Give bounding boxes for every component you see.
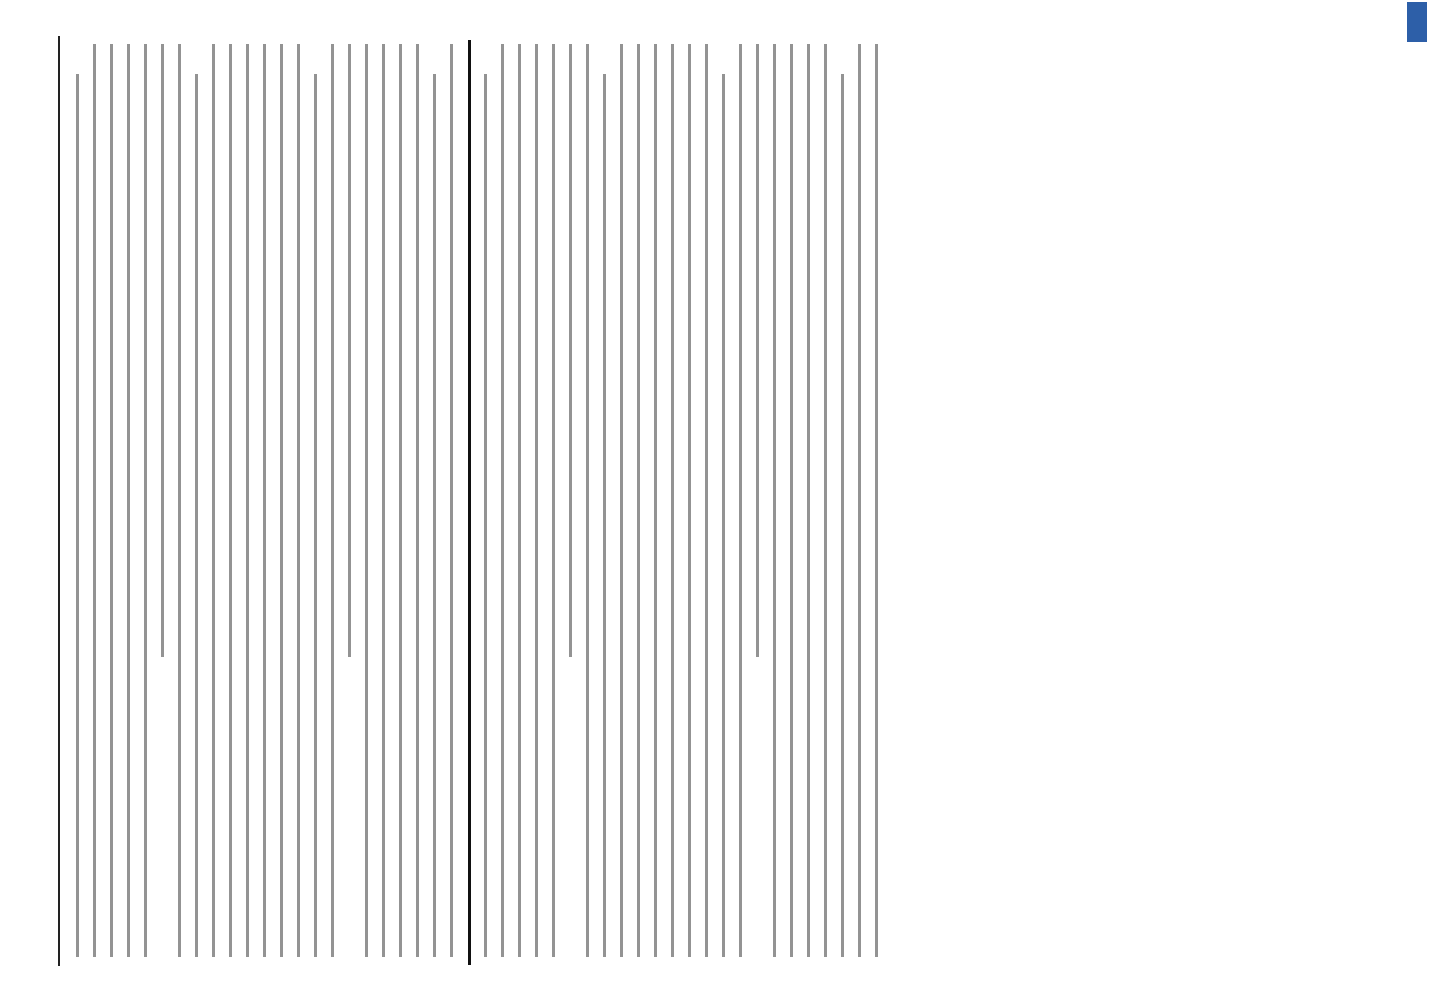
- text-line: [382, 44, 385, 957]
- text-line: [93, 44, 96, 957]
- text-line: [552, 44, 555, 957]
- text-line: [348, 44, 351, 657]
- text-line: [110, 44, 113, 957]
- text-line: [535, 44, 538, 957]
- text-line: [773, 44, 776, 957]
- text-line: [671, 44, 674, 957]
- text-line: [705, 44, 708, 957]
- text-line: [603, 74, 606, 957]
- text-line: [739, 44, 742, 957]
- text-line: [178, 44, 181, 957]
- header-rule: [58, 36, 60, 966]
- text-line: [790, 44, 793, 957]
- text-line: [365, 44, 368, 957]
- text-line: [875, 44, 878, 957]
- text-line: [314, 74, 317, 957]
- text-line: [297, 44, 300, 957]
- text-line: [331, 44, 334, 957]
- text-line: [76, 74, 79, 957]
- text-line: [263, 44, 266, 957]
- text-line: [246, 44, 249, 957]
- digitization-note: [1405, 0, 1429, 1000]
- text-line: [756, 44, 759, 657]
- text-line: [807, 44, 810, 957]
- text-line: [518, 44, 521, 957]
- text-line: [433, 74, 436, 957]
- text-column-left: [70, 40, 462, 965]
- text-line: [212, 44, 215, 957]
- running-head: [30, 0, 70, 1000]
- column-divider: [468, 40, 471, 965]
- text-line: [229, 44, 232, 957]
- text-line: [280, 44, 283, 957]
- text-line: [620, 44, 623, 957]
- text-line: [858, 44, 861, 957]
- text-line: [688, 44, 691, 957]
- text-line: [841, 74, 844, 957]
- text-line: [484, 74, 487, 957]
- text-line: [501, 44, 504, 957]
- text-line: [144, 44, 147, 957]
- text-line: [195, 74, 198, 957]
- text-line: [569, 44, 572, 657]
- text-line: [722, 74, 725, 957]
- text-line: [127, 44, 130, 957]
- text-line: [399, 44, 402, 957]
- text-line: [586, 44, 589, 957]
- text-line: [161, 44, 164, 657]
- text-line: [824, 44, 827, 957]
- text-line: [637, 44, 640, 957]
- text-line: [450, 44, 453, 957]
- text-column-right: [478, 40, 894, 965]
- text-line: [654, 44, 657, 957]
- text-line: [416, 44, 419, 957]
- dfg-logo: [1407, 2, 1427, 42]
